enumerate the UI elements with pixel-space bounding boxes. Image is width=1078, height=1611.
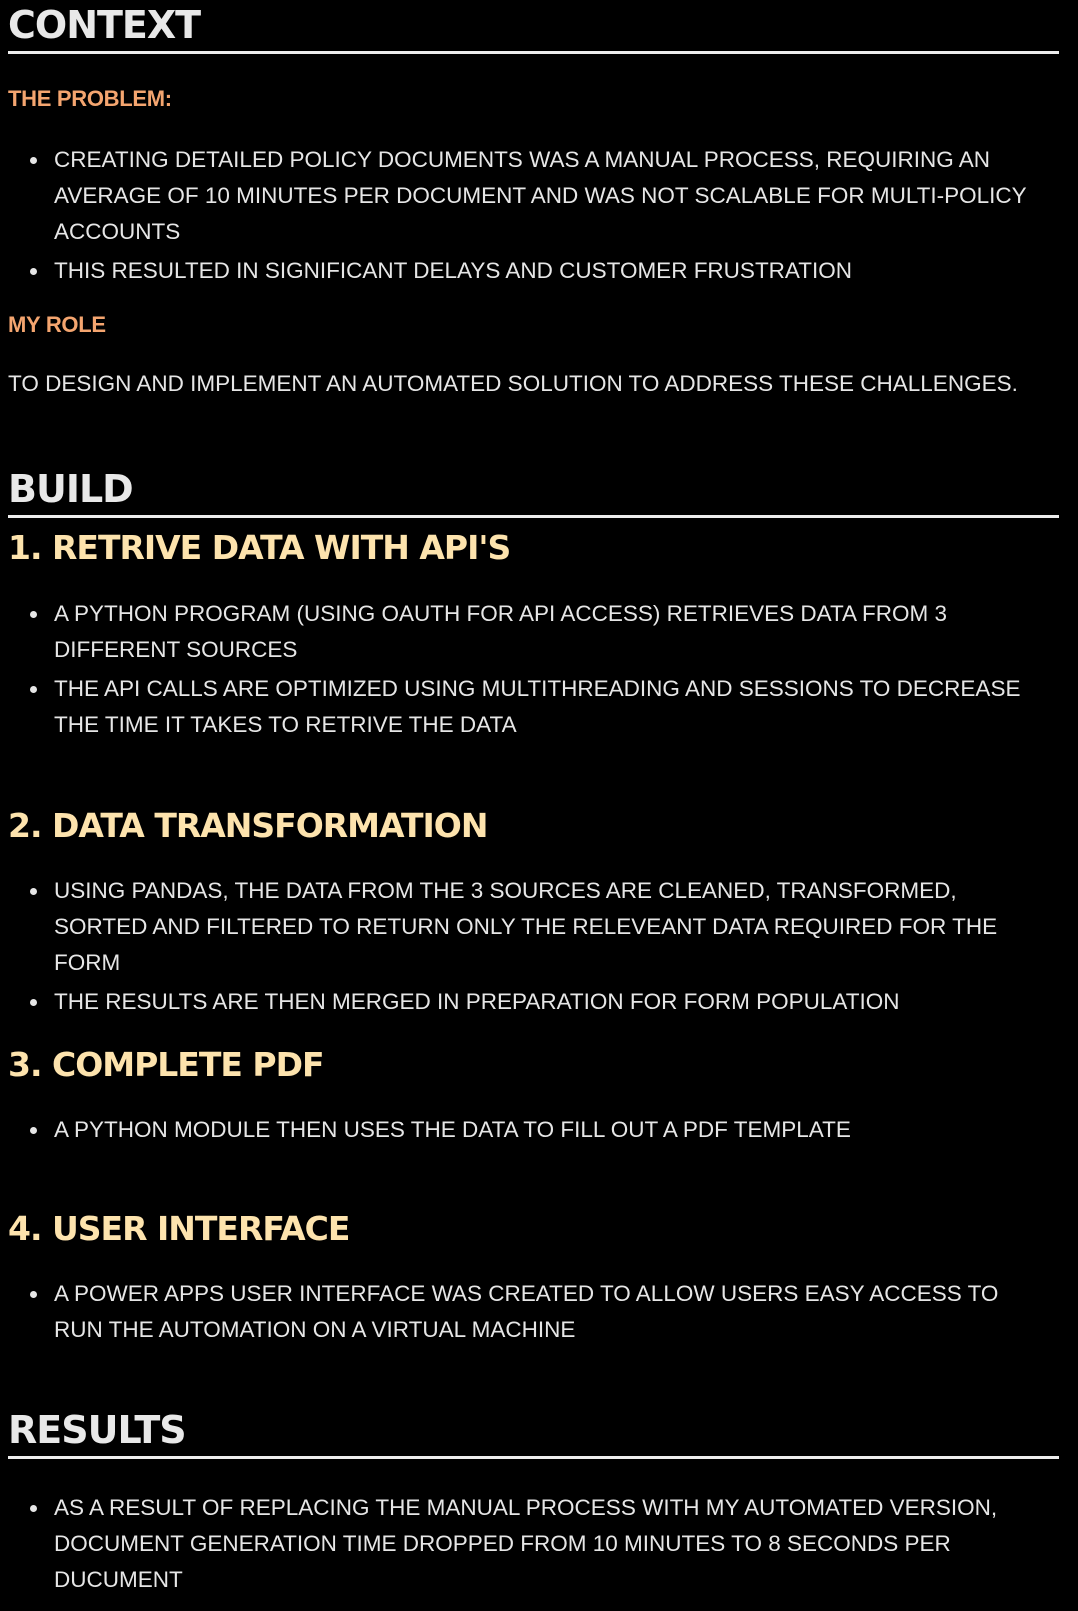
list-item <box>8 671 1038 743</box>
list-item <box>8 1276 1038 1348</box>
bullet-icon <box>30 888 37 895</box>
role-text <box>8 372 1060 402</box>
list-item-text: A POWER APPS USER INTERFACE WAS CREATED TO ALLOW USERS EASY ACCESS TO RUN THE AUTOMATION ON A VIRTUAL MACHINE <box>54 1281 999 1342</box>
list-item <box>8 984 1038 1020</box>
bullet-icon <box>30 686 37 693</box>
list-item <box>8 596 1038 668</box>
step-3-list <box>8 1112 1038 1152</box>
bullet-icon <box>30 1127 37 1134</box>
results-list <box>8 1490 1038 1602</box>
problem-label-text: THE PROBLEM: <box>8 86 172 111</box>
list-item <box>8 253 1038 289</box>
bullet-icon <box>30 999 37 1006</box>
bullet-icon <box>30 1505 37 1512</box>
step-1 <box>8 528 510 568</box>
step-2 <box>8 806 487 846</box>
step-1-list <box>8 596 1038 747</box>
build-title: BUILD <box>8 467 133 511</box>
list-item-text: THE RESULTS ARE THEN MERGED IN PREPARATION FOR FORM POPULATION <box>54 989 900 1014</box>
list-item-text: THIS RESULTED IN SIGNIFICANT DELAYS AND CUSTOMER FRUSTRATION <box>54 258 853 283</box>
list-item-text: A PYTHON PROGRAM (USING OAUTH FOR API ACCESS) RETRIEVES DATA FROM 3 DIFFERENT SOURCES <box>54 601 948 662</box>
build-section <box>8 466 1060 518</box>
list-item <box>8 142 1038 250</box>
step-3 <box>8 1045 324 1085</box>
step-3-title: 3. COMPLETE PDF <box>8 1045 324 1084</box>
list-item-text: A PYTHON MODULE THEN USES THE DATA TO FILL OUT A PDF TEMPLATE <box>54 1117 851 1142</box>
bullet-icon <box>30 268 37 275</box>
list-item-text: AS A RESULT OF REPLACING THE MANUAL PROCESS WITH MY AUTOMATED VERSION, DOCUMENT GENERATION TIME DROPPED FROM 10 MINUTES TO 8 SECONDS PER DUCUMENT <box>54 1495 998 1592</box>
list-item <box>8 1490 1038 1598</box>
context-title: CONTEXT <box>8 3 201 47</box>
list-item <box>8 1112 1038 1148</box>
step-4-title: 4. USER INTERFACE <box>8 1209 350 1248</box>
step-4-list <box>8 1276 1038 1352</box>
step-4 <box>8 1209 349 1249</box>
build-divider <box>8 515 1059 518</box>
list-item <box>8 873 1038 981</box>
role-paragraph: TO DESIGN AND IMPLEMENT AN AUTOMATED SOLUTION TO ADDRESS THESE CHALLENGES. <box>8 371 1018 396</box>
results-section <box>8 1407 1060 1459</box>
results-divider <box>8 1456 1059 1459</box>
step-1-title: 1. RETRIVE DATA WITH API'S <box>8 528 511 567</box>
results-title: RESULTS <box>8 1408 186 1452</box>
role-label <box>8 312 106 338</box>
role-label-text: MY ROLE <box>8 312 106 337</box>
context-divider <box>8 51 1059 54</box>
bullet-icon <box>30 611 37 618</box>
context-section <box>8 2 1060 54</box>
step-2-list <box>8 873 1038 1024</box>
list-item-text: USING PANDAS, THE DATA FROM THE 3 SOURCES ARE CLEANED, TRANSFORMED, SORTED AND FILTERED TO RETURN ONLY THE RELEVEANT DATA REQUIRED FOR THE FORM <box>54 878 998 975</box>
list-item-text: THE API CALLS ARE OPTIMIZED USING MULTITHREADING AND SESSIONS TO DECREASE THE TIME IT TAKES TO RETRIVE THE DATA <box>54 676 1021 737</box>
problem-list <box>8 142 1038 293</box>
bullet-icon <box>30 157 37 164</box>
list-item-text: CREATING DETAILED POLICY DOCUMENTS WAS A MANUAL PROCESS, REQUIRING AN AVERAGE OF 10 MINUTES PER DOCUMENT AND WAS NOT SCALABLE FOR MULTI-POLICY ACCOUNTS <box>54 147 1027 244</box>
step-2-title: 2. DATA TRANSFORMATION <box>8 806 488 845</box>
problem-label <box>8 86 172 112</box>
bullet-icon <box>30 1291 37 1298</box>
